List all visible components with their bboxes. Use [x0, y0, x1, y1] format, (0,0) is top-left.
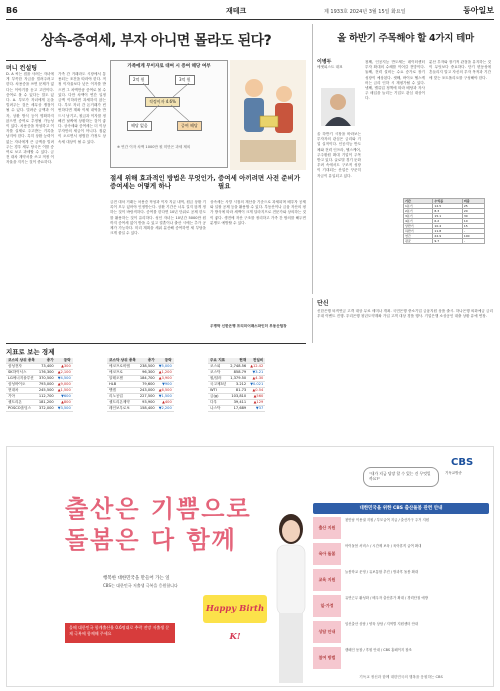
table-cell: 25 [462, 204, 484, 209]
table-cell: 20 [462, 209, 484, 214]
service-items: 아이돌봄 서비스 / 시간제 보육 / 육아휴직 급여 확대 [345, 544, 422, 548]
sub-headline-1: 절세 위해 효과적인 방법은 무엇인가, 증여세는 어떻게 하나 [110, 174, 216, 190]
table-row [107, 394, 174, 400]
market-title: 지표로 보는 경제 [6, 348, 55, 356]
table-row [208, 382, 265, 388]
table-row [208, 376, 265, 382]
service-item [313, 569, 489, 591]
table-header: 코스닥 상위 종목 [109, 358, 136, 362]
info-result-1: 해당 없음 [127, 121, 152, 131]
table-cell: 372,000 [38, 406, 54, 410]
table-cell: 현대차 [6, 388, 37, 394]
article-text-col2: 가족 간 거래라도 시장에서 통용되는 조건을 따라야 한다. 적정 이자율보다 낮은 이자를 받으면 그 차액만큼 증여로 볼 수 있다. 다만 차액이 연간 일정 금액 이하라면 과세하지 않는다. 부모 자녀 간 돈거래가 빈번하다면 계좌 이체 내역을 반드시 남기고, 원금과 이자를 정해진 날짜에 상환하는 것이 좋다. 상속세와 증여세는 더 이상 부자만의 세금이 아니다. 집값이 오르면서 평범한 가정도 상속세 대상이 될 수 있다. [58, 72, 106, 144]
table-header: 현재 [228, 358, 248, 364]
table-cell: ▲2,100 [57, 370, 71, 374]
table-cell: 알테오젠 [107, 376, 138, 382]
table-row [208, 400, 265, 406]
kospi-table [6, 358, 73, 412]
table-cell: LG에너지솔루션 [6, 376, 37, 382]
table-row [208, 406, 265, 412]
table-cell: 셀트리온 [6, 400, 37, 406]
table-cell: 국고채3년 [210, 382, 227, 386]
ad-slogan-line1: 출산은 기쁨으로 [65, 494, 252, 523]
table-cell: 1,379.50 [230, 376, 247, 380]
right-headline: 올 하반기 주목해야 할 4가지 테마 [337, 33, 474, 44]
market-section [6, 343, 306, 441]
kosdaq-table [107, 358, 174, 412]
table-cell: 243,000 [139, 388, 155, 392]
service-item [313, 517, 489, 539]
table-cell: POSCO홀딩스 [6, 406, 37, 412]
table-cell: 22.9 [433, 234, 462, 239]
info-note: ※ 연간 이자 차액 1000만 원 미만은 과세 제외 [117, 145, 191, 149]
table-cell: 79,600 [138, 382, 157, 388]
table-header: 종가 [37, 358, 56, 364]
table-cell: 15.1 [433, 214, 462, 219]
table-cell: 다우 [208, 400, 228, 406]
newspaper-logo: 동아일보 [463, 5, 494, 15]
ad-slogan-line2: 돌봄은 다 함께 [65, 525, 237, 554]
article-byline: 우병탁 신한은행 프리미어패스파인더 부동산팀장 [210, 324, 287, 328]
table-row [208, 388, 265, 394]
table-row [6, 382, 73, 388]
service-item [313, 647, 489, 669]
cbs-advertisement [6, 446, 494, 687]
ad-footer: 기독교 정신과 함께 대한민국의 행복을 응원하는 CBS [359, 675, 443, 679]
table-cell: ▲800 [56, 400, 73, 406]
table-row [208, 364, 265, 370]
table-cell: 나스닥 [208, 406, 228, 412]
table-cell: 셀트리온제약 [107, 400, 138, 406]
table-cell: WTI [208, 388, 228, 394]
table-cell: ▼4,500 [57, 376, 71, 380]
article-text-col3: 금전 대차 거래는 차용증 작성과 이자 지급 내역, 원금 상환 기록이 모두 있어야 인정받는다. 상환 기간은 너무 길지 않게 정하는 것이 바람직하다. 증여를 한다면 10년 단위로 공제 한도를 활용하는 것이 유리하다. 성인 자녀는 10년간 5000만 원까지 증여세 없이 받을 수 있고 결혼이나 출산 시에는 추가 공제가 가능하다. 미리 계획을 세워 분산해 증여하면 세 부담을 크게 줄일 수 있다. [110, 200, 206, 236]
left-article [6, 24, 306, 339]
table-cell: ▲3,900 [158, 376, 172, 380]
table-cell: 39,411 [228, 400, 248, 406]
table-row [107, 364, 174, 370]
info-rate: 적정이자 4.6% [145, 97, 180, 107]
happy-birth-sign: Happy Birth K! [203, 595, 267, 623]
briefs-text: 신한은행 퇴직연금 고객 대상 무료 세미나 개최. 국민은행 중소기업 금융지원 상품 출시. 하나은행 외화예금 금리 우대 이벤트 진행. 우리은행 청년도약계좌 가입 고객 대상 경품 행사. 기업은행 소상공인 대출 상환 유예 연장. [317, 309, 493, 319]
table-cell: 에코프로비엠 [107, 364, 138, 370]
table-cell: 112,700 [38, 394, 54, 398]
table-cell: 238,500 [139, 364, 155, 368]
indicator-table [208, 358, 265, 412]
table-cell: 기아 [6, 394, 37, 400]
table-row [404, 239, 485, 244]
briefs-title: 단신 [317, 300, 329, 307]
right-text-col3: 분산 투자와 장기적 관점을 유지하는 것이 무엇보다 중요하다. 단기 변동성에 흔들리지 말고 자신의 투자 목적과 기간에 맞는 포트폴리오를 구성해야 한다. [429, 60, 491, 80]
service-category: 출산 지원 [313, 517, 341, 539]
sub-headline-2: 증여세 아끼려면 사전 준비가 필요 [218, 174, 301, 190]
table-row [6, 376, 73, 382]
table-row [6, 370, 73, 376]
table-cell: 금(g) [208, 394, 228, 400]
table-cell: ▲9,000 [57, 382, 71, 386]
infographic-title: 가족에게 무이자로 대여 시 증여 해당 여부 [127, 64, 211, 69]
author-byline [317, 60, 362, 70]
right-text-col1: 올 하반기 시장을 바라보는 투자자의 관심은 금리와 기업 실적이다. 인공지능 반도체와 전력 인프라, 헬스케어, 주주환원 확대 기업이 주목받고 있다. 글로벌 경기 둔화 우려 속에서도 구조적 성장이 기대되는 산업은 꾸준히 자금이 유입되고 있다. [317, 132, 361, 178]
service-items: 캠페인 동참 / 후원 안내 / CBS 홈페이지 참조 [345, 648, 412, 652]
service-items: 늘봄학교 운영 / 유보통합 추진 / 방과후 돌봄 확대 [345, 570, 419, 574]
ad-subtagline: CBS는 대한민국 저출생 극복을 응원합니다 [103, 583, 178, 588]
table-cell: 3.212 [228, 382, 248, 388]
ad-speech-bubble: "내가 지금 당장 할 수 있는 건 무엇일까요?" [363, 467, 439, 487]
table-row [107, 406, 174, 412]
table-cell: 3분기 [404, 214, 433, 219]
table-cell: 10.4 [433, 224, 462, 229]
author-photo [321, 88, 355, 126]
table-cell: ▼5,000 [158, 364, 172, 368]
author-name: 이병두 [317, 59, 332, 65]
table-header: 전일비 [248, 358, 265, 364]
table-cell: 평균 [404, 239, 433, 244]
table-cell: ▼3.21 [248, 370, 265, 376]
author-title: 에셋피스트 대표 [317, 65, 343, 69]
table-cell: 4분기 [404, 219, 433, 224]
table-cell: SK하이닉스 [6, 370, 37, 376]
table-row [6, 406, 73, 412]
table-header: 비중 [462, 199, 484, 204]
table-cell: 삼성바이오 [6, 382, 37, 388]
service-category: 참여 방법 [313, 647, 341, 669]
table-cell: 370,500 [38, 376, 54, 380]
table-cell: ▲560 [248, 394, 265, 400]
table-cell: ▼2,200 [158, 406, 172, 410]
table-cell: 10 [462, 219, 484, 224]
table-row [107, 376, 174, 382]
table-row [6, 400, 73, 406]
service-category: 육아 돌봄 [313, 543, 341, 565]
table-cell: ▼600 [56, 394, 73, 400]
table-cell: 30 [462, 214, 484, 219]
table-cell: ▲4.30 [248, 376, 265, 382]
table-cell: 158,400 [139, 406, 155, 410]
cbs-logo-sub: 기독교방송 [445, 471, 462, 475]
issue-date: 제 1933호 2024년 3월 15일 화요일 [324, 9, 406, 15]
news-briefs [312, 298, 494, 343]
article-text-col4: 상속세는 사망 시점의 재산을 기준으로 과세되며 배우자 공제와 일괄 공제 등을 활용할 수 있다. 부동산이나 금융 자산의 평가 방식에 따라 세액이 크게 달라지므로 전문가와 상의하는 것이 좋다. 생전에 자산 구조를 정리하고 가족 간 합의를 해두면 분쟁도 예방할 수 있다. [210, 200, 306, 225]
table-cell: ▲1,200 [158, 370, 172, 374]
service-category: 일·가정 [313, 595, 341, 617]
service-item [313, 543, 489, 565]
table-cell: 793,000 [38, 382, 54, 386]
table-cell: ▼0.021 [250, 382, 264, 386]
table-cell: 2분기 [404, 209, 433, 214]
service-category: 교육 지원 [313, 569, 341, 591]
ad-tagline: 행복한 대한민국을 만들어 가는 일 [103, 576, 170, 581]
table-cell: ▼900 [157, 382, 174, 388]
service-item [313, 595, 489, 617]
table-cell: 93,900 [138, 400, 157, 406]
services-title: 대한민국을 위한 CBS 출산돌봄 관련 안내 [313, 503, 489, 514]
returns-table [403, 198, 485, 244]
table-cell: ▼3,500 [57, 406, 71, 410]
table-header: 수익률 [433, 199, 462, 204]
service-items: 임신출산 상담 / 양육 상담 / 지역별 지원센터 안내 [345, 622, 419, 626]
table-header: 종가 [138, 358, 157, 364]
table-cell: 181,200 [38, 400, 54, 404]
table-cell: 1분기 [404, 204, 433, 209]
info-amount-1: 2억 원 [129, 75, 149, 85]
table-cell: 176,300 [38, 370, 54, 374]
table-cell: 코스닥 [208, 370, 228, 376]
info-result-2: 증여 해당 [177, 121, 202, 131]
table-cell: 리노공업 [107, 394, 138, 400]
table-cell: ▲0.54 [248, 388, 265, 394]
service-items: 유연근무 활성화 / 배우자 출산휴가 확대 / 경력단절 예방 [345, 596, 428, 600]
ad-slogan [65, 493, 252, 555]
table-cell: 에코프로 [107, 370, 138, 376]
table-cell: 2,748.56 [230, 364, 247, 368]
info-amount-2: 3억 원 [175, 75, 195, 85]
table-cell: ▼37 [248, 406, 265, 412]
table-cell: 코스피 [208, 364, 228, 370]
table-header: 주요 지표 [208, 358, 228, 364]
table-cell: 15 [462, 224, 484, 229]
right-article [312, 24, 494, 294]
model-illustration [269, 503, 313, 683]
table-cell: 227,500 [139, 394, 155, 398]
table-cell: - [462, 229, 484, 234]
table-cell: 100 [462, 234, 484, 239]
table-cell: 9.7 [433, 239, 462, 244]
service-items: 첫만남 이용권 지원 / 부모급여 지급 / 출산가구 주거 지원 [345, 518, 430, 522]
cbs-logo: CBS [451, 457, 474, 468]
table-cell: 상반기 [404, 224, 433, 229]
section-title: 재테크 [226, 7, 247, 15]
table-header: 등락 [56, 358, 73, 364]
table-cell: 103,810 [228, 394, 248, 400]
table-cell: 12.5 [433, 204, 462, 209]
table-header: 등락 [157, 358, 174, 364]
table-cell: ▲400 [157, 400, 174, 406]
table-cell: ▲6,500 [158, 388, 172, 392]
table-cell: 레인보우로보 [107, 406, 138, 412]
table-cell: 81.73 [228, 388, 248, 394]
service-category: 상담 안내 [313, 621, 341, 643]
ad-notice-box: 올해 대한민국 합계출산율 0.6명대로 추락 전망 저출생 문제 극복에 함께해 주세요 [65, 623, 175, 643]
table-header: 기간 [404, 199, 433, 204]
column-name: 머니 컨설팅 [6, 60, 46, 72]
table-cell: 8.3 [433, 209, 462, 214]
table-cell: 원/달러 [208, 376, 228, 382]
table-cell: ▼1,500 [158, 394, 172, 398]
table-cell: 엔켐 [107, 388, 138, 394]
cartoon-illustration [230, 60, 306, 170]
table-cell: 하반기 [404, 229, 433, 234]
right-text-col2: 첫째, 인공지능 반도체는 데이터센터 투자 확대의 수혜를 이어갈 전망이다. 둘째, 전력 설비는 수요 증가로 장기 성장이 예상된다. 셋째, 바이오 헬스케어는 금리 인하 시 재평가될 수 있다. 넷째, 밸류업 정책에 따라 배당과 자사주 매입을 늘리는 기업도 관심 대상이다. [365, 60, 425, 101]
table-row [208, 370, 265, 376]
service-item [313, 621, 489, 643]
article-headline: 상속-증여세, 부자 아니면 몰라도 된다? [40, 33, 272, 49]
table-cell: 11.8 [433, 229, 462, 234]
table-cell: 17,689 [228, 406, 248, 412]
page-number: B6 [6, 6, 18, 15]
table-cell: ▲1,500 [57, 388, 71, 392]
table-cell: 삼성전자 [6, 364, 37, 370]
table-row [6, 388, 73, 394]
infographic-arrows [111, 61, 229, 169]
table-cell: 184,700 [139, 376, 155, 380]
table-row [208, 394, 265, 400]
table-cell: ▲300 [56, 364, 73, 370]
infographic-box [110, 60, 228, 168]
table-cell: 연간 [404, 234, 433, 239]
table-cell: 245,500 [38, 388, 54, 392]
table-cell: 73,400 [37, 364, 56, 370]
table-cell: 6.2 [433, 219, 462, 224]
table-header: 코스피 상위 종목 [8, 358, 35, 362]
table-cell: ▲12.42 [250, 364, 264, 368]
table-cell: - [462, 239, 484, 244]
article-text-col1: D. A 씨는 집을 사려는 자녀에게 부족한 자금을 빌려주려고 한다. 차용증을 쓰면 문제가 없다는 이야기를 듣고 고민이다. 증여로 볼 수 있다는 말도 있다. A. 부모가 자녀에게 돈을 빌려주는 것은 세무상 쟁점이 될 수 있다. 빌려준 금액과 이자, 상환 방식 등이 명확하지 않으면 증여로 추정될 가능성이 있다. 차용증을 작성하고 이자를 실제로 주고받는 기록을 남겨야 한다. 특히 상환 능력이 없는 자녀에게 큰 금액을 빌려주는 경우 세무 당국은 이를 증여로 보고 과세할 수 있다. 금전 대차 계약서를 쓰고 적정 이자율을 지키는 것이 중요하다. [6, 72, 54, 165]
table-cell: ▲129 [248, 400, 265, 406]
table-cell: HLB [107, 382, 138, 388]
page-header [6, 4, 494, 20]
table-cell: 96,300 [138, 370, 157, 376]
table-cell: 858.79 [228, 370, 248, 376]
